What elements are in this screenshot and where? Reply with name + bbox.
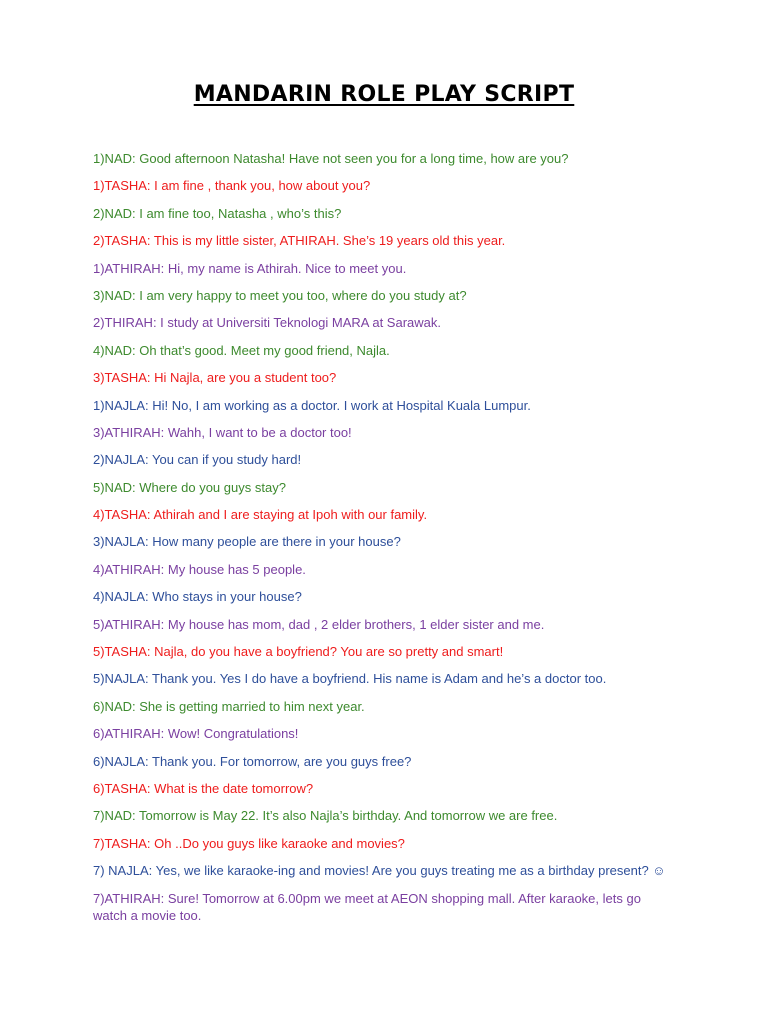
dialogue-line: 1)NAJLA: Hi! No, I am working as a doctor. I work at Hospital Kuala Lumpur. xyxy=(93,397,531,413)
dialogue-line: 7)ATHIRAH: Sure! Tomorrow at 6.00pm we meet at AEON shopping mall. After karaoke, lets go watch a movie too. xyxy=(93,890,641,923)
dialogue-line: 6)NAJLA: Thank you. For tomorrow, are you guys free? xyxy=(93,753,412,769)
dialogue-list xyxy=(93,150,753,924)
dialogue-line: 6)ATHIRAH: Wow! Congratulations! xyxy=(93,726,299,742)
dialogue-line: 1)ATHIRAH: Hi, my name is Athirah. Nice to meet you. xyxy=(93,260,407,276)
dialogue-line: 4)NAD: Oh that’s good. Meet my good friend, Najla. xyxy=(93,342,390,358)
dialogue-line: 1)TASHA: I am fine , thank you, how about you? xyxy=(93,178,371,194)
dialogue-line: 3)NAD: I am very happy to meet you too, where do you study at? xyxy=(93,287,467,303)
page-title xyxy=(0,82,768,107)
dialogue-line: 5)TASHA: Najla, do you have a boyfriend? You are so pretty and smart! xyxy=(93,644,504,660)
dialogue-line: 7) NAJLA: Yes, we like karaoke-ing and movies! Are you guys treating me as a birthday present? ☺ xyxy=(93,863,666,879)
dialogue-line: 2)THIRAH: I study at Universiti Teknologi MARA at Sarawak. xyxy=(93,315,441,331)
dialogue-line: 2)NAJLA: You can if you study hard! xyxy=(93,452,302,468)
dialogue-line: 6)NAD: She is getting married to him next year. xyxy=(93,698,365,714)
dialogue-line: 2)TASHA: This is my little sister, ATHIRAH. She’s 19 years old this year. xyxy=(93,233,506,249)
dialogue-line: 7)NAD: Tomorrow is May 22. It’s also Najla’s birthday. And tomorrow we are free. xyxy=(93,808,558,824)
dialogue-line: 3)NAJLA: How many people are there in your house? xyxy=(93,534,401,550)
dialogue-line: 7)TASHA: Oh ..Do you guys like karaoke and movies? xyxy=(93,835,405,851)
dialogue-line: 3)ATHIRAH: Wahh, I want to be a doctor too! xyxy=(93,424,352,440)
dialogue-line: 4)ATHIRAH: My house has 5 people. xyxy=(93,561,306,577)
dialogue-line: 5)ATHIRAH: My house has mom, dad , 2 elder brothers, 1 elder sister and me. xyxy=(93,616,545,632)
dialogue-line: 4)TASHA: Athirah and I are staying at Ipoh with our family. xyxy=(93,507,428,523)
dialogue-line: 1)NAD: Good afternoon Natasha! Have not seen you for a long time, how are you? xyxy=(93,151,569,166)
page-title-text: MANDARIN ROLE PLAY SCRIPT xyxy=(193,82,575,107)
dialogue-line: 5)NAD: Where do you guys stay? xyxy=(93,479,286,495)
dialogue-line: 3)TASHA: Hi Najla, are you a student too? xyxy=(93,370,337,386)
dialogue-line: 6)TASHA: What is the date tomorrow? xyxy=(93,780,314,796)
dialogue-line: 4)NAJLA: Who stays in your house? xyxy=(93,589,302,605)
dialogue-line: 5)NAJLA: Thank you. Yes I do have a boyfriend. His name is Adam and he’s a doctor too. xyxy=(93,671,607,687)
dialogue-line: 2)NAD: I am fine too, Natasha , who’s this? xyxy=(93,205,342,221)
